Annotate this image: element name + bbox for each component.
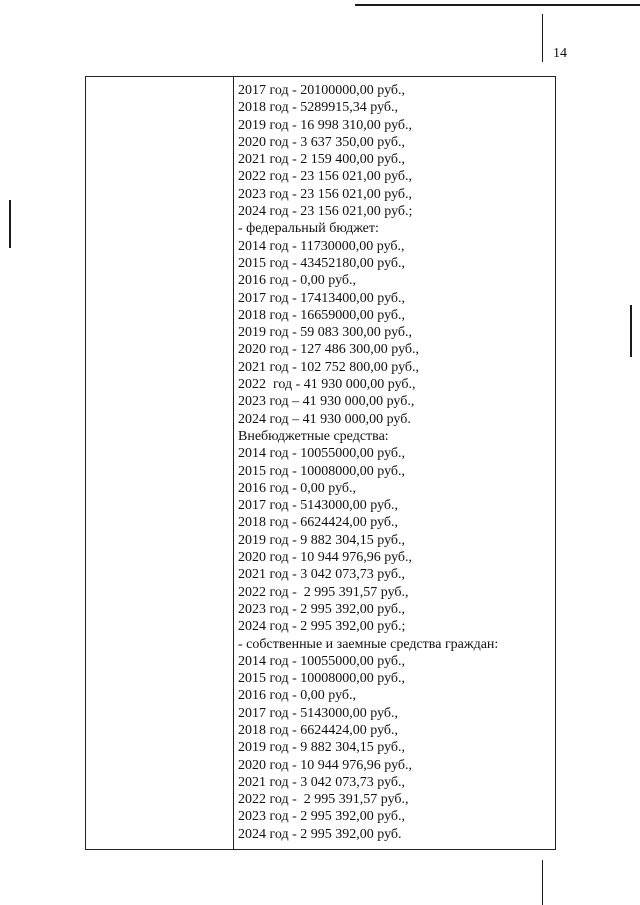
funding-line: 2020 год - 3 637 350,00 руб., — [238, 134, 406, 150]
funding-line: 2016 год - 0,00 руб., — [238, 688, 357, 704]
scan-artifact-right-vertical-bottom — [542, 860, 543, 905]
funding-line: 2017 год - 20100000,00 руб., — [238, 83, 406, 98]
funding-line: 2015 год - 10008000,00 руб., — [238, 463, 406, 479]
funding-line: 2015 год - 10008000,00 руб., — [238, 671, 406, 687]
funding-line: 2014 год - 10055000,00 руб., — [238, 653, 406, 669]
funding-line: 2021 год - 2 159 400,00 руб., — [238, 152, 406, 168]
funding-line: 2023 год - 2 995 392,00 руб., — [238, 601, 406, 617]
funding-line: 2019 год - 59 083 300,00 руб., — [238, 325, 413, 341]
funding-line: 2021 год - 3 042 073,73 руб., — [238, 567, 406, 583]
funding-line: 2018 год - 5289915,34 руб., — [238, 100, 399, 116]
funding-line: 2024 год - 23 156 021,00 руб.; — [238, 204, 413, 220]
funding-line: 2024 год - 2 995 392,00 руб.; — [238, 619, 406, 635]
scan-artifact-right-vertical — [542, 14, 543, 62]
funding-line: 2020 год - 10 944 976,96 руб., — [238, 550, 413, 566]
funding-line: 2023 год - 2 995 392,00 руб., — [238, 809, 406, 825]
funding-line: 2022 год - 2 995 391,57 руб., — [238, 792, 409, 808]
funding-lines — [238, 82, 551, 843]
funding-line: 2016 год - 0,00 руб., — [238, 480, 357, 496]
funding-line: 2022 год - 23 156 021,00 руб., — [238, 169, 413, 185]
funding-line: 2018 год - 6624424,00 руб., — [238, 515, 399, 531]
table-column-divider — [233, 77, 234, 849]
funding-line: 2021 год - 3 042 073,73 руб., — [238, 774, 406, 790]
funding-line: 2018 год - 16659000,00 руб., — [238, 307, 406, 323]
funding-line: 2022 год - 2 995 391,57 руб., — [238, 584, 409, 600]
funding-line: 2024 год – 41 930 000,00 руб. — [238, 411, 411, 427]
funding-line: 2019 год - 9 882 304,15 руб., — [238, 740, 406, 756]
funding-line: 2019 год - 9 882 304,15 руб., — [238, 532, 406, 548]
page-number: 14 — [553, 46, 567, 61]
funding-line: 2017 год - 17413400,00 руб., — [238, 290, 406, 306]
funding-line: 2020 год - 10 944 976,96 руб., — [238, 757, 413, 773]
scan-artifact-right-mark — [630, 305, 632, 357]
funding-line: 2020 год - 127 486 300,00 руб., — [238, 342, 420, 358]
funding-line: 2015 год - 43452180,00 руб., — [238, 255, 406, 271]
funding-line: 2014 год - 11730000,00 руб., — [238, 238, 405, 254]
funding-line: 2022 год - 41 930 000,00 руб., — [238, 377, 416, 393]
funding-line: 2023 год – 41 930 000,00 руб., — [238, 394, 415, 410]
funding-line: 2017 год - 5143000,00 руб., — [238, 498, 399, 514]
scan-artifact-top-line — [355, 4, 640, 6]
scan-artifact-left-mark — [9, 200, 11, 248]
funding-line: 2023 год - 23 156 021,00 руб., — [238, 186, 413, 202]
funding-line: 2021 год - 102 752 800,00 руб., — [238, 359, 420, 375]
funding-line: - собственные и заемные средства граждан: — [238, 636, 499, 652]
funding-line: 2014 год - 10055000,00 руб., — [238, 446, 406, 462]
funding-line: 2024 год - 2 995 392,00 руб. — [238, 826, 402, 842]
funding-table — [85, 76, 556, 850]
funding-line: 2017 год - 5143000,00 руб., — [238, 705, 399, 721]
funding-line: 2018 год - 6624424,00 руб., — [238, 722, 399, 738]
funding-line: - федеральный бюджет: — [238, 221, 379, 237]
funding-line: Внебюджетные средства: — [238, 428, 389, 444]
funding-line: 2019 год - 16 998 310,00 руб., — [238, 117, 413, 133]
funding-line: 2016 год - 0,00 руб., — [238, 273, 357, 289]
